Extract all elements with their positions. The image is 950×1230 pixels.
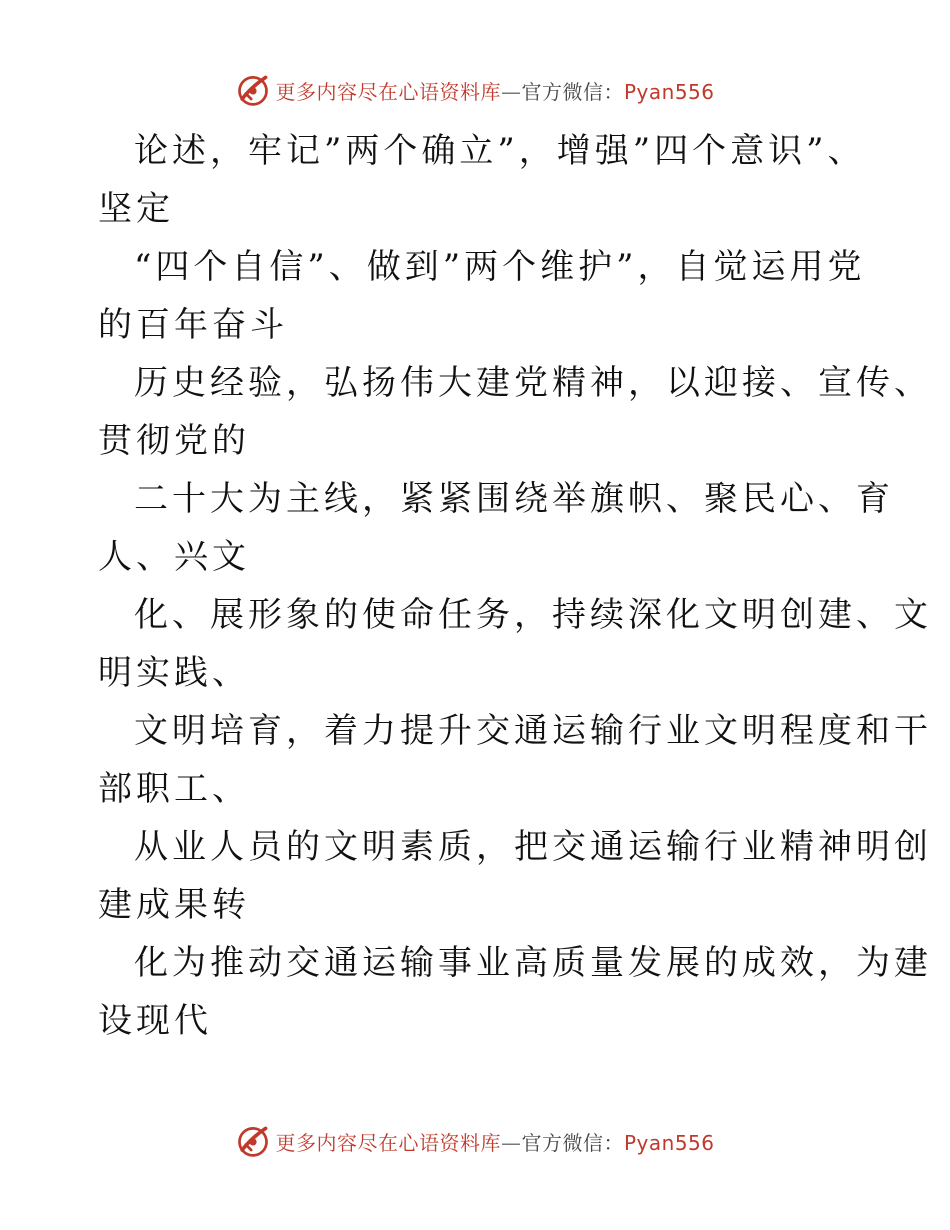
text-line: 明实践、 — [98, 653, 250, 693]
brush-logo-icon — [235, 72, 271, 108]
text-line: “四个自信”、做到”两个维护”，自觉运用党 — [134, 247, 866, 287]
brush-logo-icon — [235, 1123, 271, 1159]
text-line: 部职工、 — [98, 769, 250, 809]
text-line: 人、兴文 — [98, 537, 250, 577]
text-line: 论述，牢记”两个确立”，增强”四个意识”、 — [134, 131, 866, 171]
text-line: 建成果转 — [98, 885, 250, 925]
text-line: 坚定 — [98, 189, 174, 229]
text-line: 化、展形象的使命任务，持续深化文明创建、文 — [134, 595, 932, 635]
watermark-text: 更多内容尽在心语资料库—官方微信：Pyan556 — [275, 1130, 715, 1155]
header-watermark — [0, 70, 950, 110]
text-line: 贯彻党的 — [98, 421, 250, 461]
text-line: 从业人员的文明素质，把交通运输行业精神明创 — [134, 827, 932, 867]
footer-watermark — [0, 1121, 950, 1161]
text-line: 历史经验，弘扬伟大建党精神，以迎接、宣传、 — [134, 363, 932, 403]
text-line: 文明培育，着力提升交通运输行业文明程度和干 — [134, 711, 932, 751]
text-line: 化为推动交通运输事业高质量发展的成效，为建 — [134, 943, 932, 983]
text-line: 的百年奋斗 — [98, 305, 288, 345]
document-body — [98, 122, 932, 1050]
text-line: 设现代 — [98, 1001, 212, 1041]
watermark-text: 更多内容尽在心语资料库—官方微信：Pyan556 — [275, 79, 715, 104]
text-line: 二十大为主线，紧紧围绕举旗帜、聚民心、育 — [134, 479, 894, 519]
